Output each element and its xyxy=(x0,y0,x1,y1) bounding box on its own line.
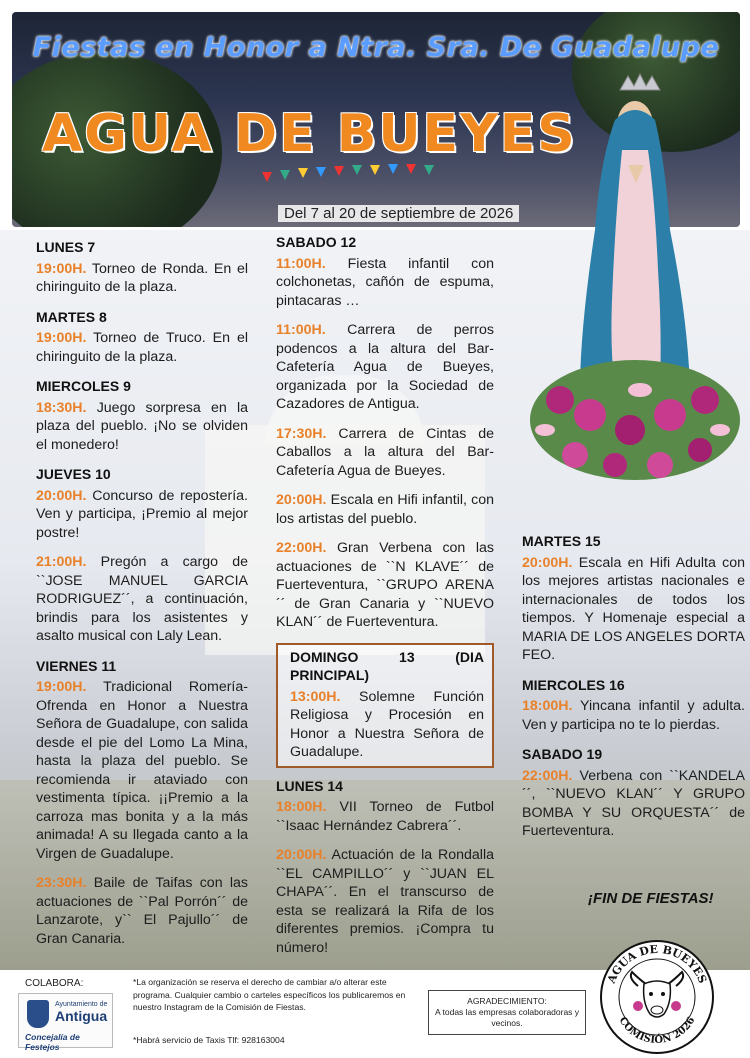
day-heading: MARTES 8 xyxy=(36,308,107,325)
event-item xyxy=(290,688,484,762)
event-time: 19:00H. xyxy=(36,330,87,346)
event-time: 11:00H. xyxy=(276,322,326,338)
event-item xyxy=(276,425,494,481)
day-block xyxy=(36,238,248,297)
event-item xyxy=(522,554,745,665)
disclaimer-note: *La organización se reserva el derecho de cambiar a/o alterar este programa. Cualquier cambio o carteles específicos los publicaremos en nuestro Instagram de la Comisión de Fiestas. xyxy=(133,977,406,1012)
day-block xyxy=(276,777,494,958)
schedule-column-1 xyxy=(36,238,248,959)
day-block xyxy=(522,676,745,735)
seal-top-text: AGUA DE BUEYES xyxy=(604,942,710,986)
event-time: 18:00H. xyxy=(276,799,327,815)
event-description: Escala en Hifi Adulta con los mejores artistas nacionales e internacionales de todos los tiempos. Y Homenaje especial a MARIA DE LOS ANGELES DORTA FEO. xyxy=(522,554,745,663)
event-time: 20:00H. xyxy=(522,554,573,571)
event-description: Baile de Taifas con las actuaciones de ``Pal Porrón´´ de Lanzarote, y`` El Pajullo´´ de Gran Canaria. xyxy=(36,875,248,947)
day-block xyxy=(36,465,248,646)
schedule-column-2 xyxy=(276,233,494,968)
event-description: Carrera de perros podencos a la altura del Bar-Cafetería Agua de Bueyes, organizada por la Sociedad de Cazadores de Antigua. xyxy=(276,322,494,412)
subtitle: Fiestas en Honor a Ntra. Sra. De Guadalupe xyxy=(32,32,720,63)
taxi-note: *Habrá servicio de Taxis Tlf: 928163004 xyxy=(133,1035,285,1045)
event-item xyxy=(522,697,745,734)
event-description: Fiesta infantil con colchonetas, cañón de espuma, pintacaras … xyxy=(276,255,494,309)
event-item xyxy=(36,399,248,455)
logo-line: Antigua xyxy=(55,1008,108,1024)
day-heading: MIERCOLES 9 xyxy=(36,378,131,394)
event-item xyxy=(36,874,248,948)
collaborator-label: COLABORA: xyxy=(25,978,84,989)
end-of-festivities: ¡FIN DE FIESTAS! xyxy=(588,890,714,907)
event-description: VII Torneo de Futbol ``Isaac Hernández Cabrera´´. xyxy=(276,799,494,834)
acknowledgement-text: A todas las empresas colaboradoras y vecinos. xyxy=(434,1007,580,1028)
page-title: AGUA DE BUEYES xyxy=(42,104,577,164)
event-description: Solemne Función Religiosa y Procesión en Honor a Nuestra Señora de Guadalupe. xyxy=(290,688,484,760)
event-description: Yincana infantil y adulta. Ven y participa no te lo pierdas. xyxy=(522,698,745,733)
day-block xyxy=(276,643,494,768)
logo-line: Ayuntamiento de xyxy=(55,1001,108,1008)
event-description: Juego sorpresa en la plaza del pueblo. ¡No se olviden el monedero! xyxy=(36,399,248,453)
day-block xyxy=(36,377,248,454)
event-description: Torneo de Ronda. En el chiringuito de la plaza. xyxy=(36,260,248,295)
event-time: 23:30H. xyxy=(36,875,87,891)
day-block xyxy=(522,745,745,841)
event-item xyxy=(276,491,494,528)
day-block xyxy=(276,233,494,632)
event-item xyxy=(522,767,745,841)
event-time: 11:00H. xyxy=(276,255,326,272)
event-time: 20:00H. xyxy=(36,487,87,504)
event-item xyxy=(36,260,248,297)
day-block xyxy=(36,308,248,367)
day-heading: DOMINGO 13 (DIA PRINCIPAL) xyxy=(290,648,484,683)
schedule-column-3 xyxy=(522,532,745,852)
day-heading: SABADO 12 xyxy=(276,234,357,250)
event-description: Carrera de Cintas de Caballos a la altura del Bar-Cafetería Agua de Bueyes. xyxy=(276,425,494,479)
event-item xyxy=(276,321,494,414)
event-description: Pregón a cargo de ``JOSE MANUEL GARCIA RODRIGUEZ´´, a continuación, brindis para los asistentes y asalto musical con Laly Lean. xyxy=(36,554,248,644)
event-item xyxy=(276,846,494,957)
event-time: 20:00H. xyxy=(276,492,327,508)
bunting-decoration xyxy=(262,162,562,202)
virgin-statue-image xyxy=(520,70,745,490)
event-item xyxy=(36,487,248,543)
event-item xyxy=(36,329,248,366)
logo-line: Concejalía de Festejos xyxy=(25,1032,80,1052)
event-item xyxy=(36,678,248,863)
event-description: Tradicional Romería-Ofrenda en Honor a Nuestra Señora de Guadalupe, con salida desde el pie del Lomo La Mina, hasta la plaza del pueblo. Se recomienda ir ataviado con vestimenta típica. ¡¡Premio a la carroza mas bonita y a la más animada! A su llegada canto a la Virgen de Guadalupe. xyxy=(36,679,248,862)
day-block xyxy=(36,657,248,949)
event-time: 17:30H. xyxy=(276,425,327,442)
event-description: Actuación de la Rondalla ``EL CAMPILLO´´ y ``JUAN EL CHAPA´´. En el transcurso de esta se realizará la Rifa de los diferentes premios. ¡Compra tu número! xyxy=(276,847,494,956)
coat-of-arms-icon xyxy=(27,1000,49,1028)
event-description: Verbena con ``KANDELA´´, ``NUEVO KLAN´´ Y GRUPO BOMBA Y SU ORQUESTA´´ de Fuerteventura. xyxy=(522,767,745,839)
commission-seal xyxy=(598,938,716,1056)
town-hall-logo xyxy=(18,993,113,1052)
event-description: Escala en Hifi infantil, con los artistas del pueblo. xyxy=(276,492,494,527)
day-heading: MIERCOLES 16 xyxy=(522,676,625,693)
day-heading: LUNES 7 xyxy=(36,239,96,255)
date-range: Del 7 al 20 de septiembre de 2026 xyxy=(278,205,519,222)
event-item xyxy=(36,553,248,646)
event-time: 13:00H. xyxy=(290,688,341,705)
event-item xyxy=(276,255,494,311)
event-time: 18:30H. xyxy=(36,399,87,416)
day-heading: JUEVES 10 xyxy=(36,466,111,482)
event-time: 18:00H. xyxy=(522,698,573,714)
event-time: 20:00H. xyxy=(276,847,327,863)
day-heading: SABADO 19 xyxy=(522,746,603,762)
day-block xyxy=(522,532,745,665)
event-time: 22:00H. xyxy=(276,540,327,556)
event-time: 19:00H. xyxy=(36,260,87,277)
acknowledgement-title: AGRADECIMIENTO: xyxy=(467,996,547,1006)
event-item xyxy=(276,798,494,835)
event-time: 19:00H. xyxy=(36,679,87,695)
event-item xyxy=(276,539,494,632)
seal-bottom-text: COMISIÓN 2026 xyxy=(616,1015,698,1047)
day-heading: LUNES 14 xyxy=(276,777,343,794)
event-description: Concurso de repostería. Ven y participa, ¡Premio al mejor postre! xyxy=(36,487,248,541)
acknowledgement-box xyxy=(428,990,586,1035)
day-heading: MARTES 15 xyxy=(522,533,601,549)
event-description: Gran Verbena con las actuaciones de ``N KLAVE´´ de Fuerteventura, ``GRUPO ARENA´´ de Gran Canaria y ``NUEVO KLAN´´ de Fuerteventura. xyxy=(276,540,494,630)
event-time: 22:00H. xyxy=(522,767,573,784)
day-heading: VIERNES 11 xyxy=(36,657,117,674)
event-time: 21:00H. xyxy=(36,554,87,570)
event-description: Torneo de Truco. En el chiringuito de la plaza. xyxy=(36,330,248,365)
